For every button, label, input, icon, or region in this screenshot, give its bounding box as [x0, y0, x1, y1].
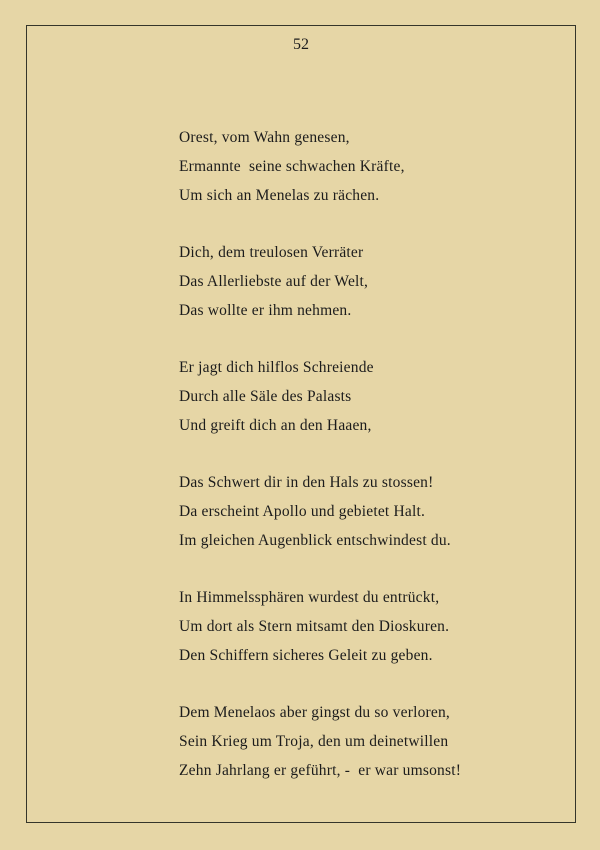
poem-line: Im gleichen Augenblick entschwindest du. — [179, 532, 451, 549]
poem-stanza — [179, 468, 575, 555]
poem-line: Dem Menelaos aber gingst du so verloren, — [179, 704, 451, 721]
poem-line: Sein Krieg um Troja, den um deinetwillen — [179, 733, 449, 750]
poem-line: Ermannte seine schwachen Kräfte, — [179, 158, 405, 175]
poem-line: Das Schwert dir in den Hals zu stossen! — [179, 474, 434, 491]
poem-line: Um sich an Menelas zu rächen. — [179, 187, 380, 204]
poem-line: In Himmelssphären wurdest du entrückt, — [179, 589, 440, 606]
poem-line: Er jagt dich hilflos Schreiende — [179, 359, 374, 376]
poem-line: Den Schiffern sicheres Geleit zu geben. — [179, 647, 433, 664]
poem-line: Dich, dem treulosen Verräter — [179, 244, 364, 261]
poem-stanza — [179, 698, 575, 785]
poem-line: Durch alle Säle des Palasts — [179, 388, 352, 405]
poem-line: Um dort als Stern mitsamt den Dioskuren. — [179, 618, 450, 635]
poem-line: Und greift dich an den Haaen, — [179, 417, 372, 434]
poem-line: Da erscheint Apollo und gebietet Halt. — [179, 503, 426, 520]
page-number: 52 — [293, 36, 309, 53]
poem-body — [179, 123, 575, 785]
poem-stanza — [179, 123, 575, 210]
poem-line: Zehn Jahrlang er geführt, - er war umsonst! — [179, 762, 462, 779]
poem-line: Orest, vom Wahn genesen, — [179, 129, 350, 146]
poem-line: Das Allerliebste auf der Welt, — [179, 273, 369, 290]
poem-stanza — [179, 238, 575, 325]
poem-stanza — [179, 353, 575, 440]
poem-line: Das wollte er ihm nehmen. — [179, 302, 352, 319]
page-border-frame — [26, 25, 576, 823]
poem-stanza — [179, 583, 575, 670]
